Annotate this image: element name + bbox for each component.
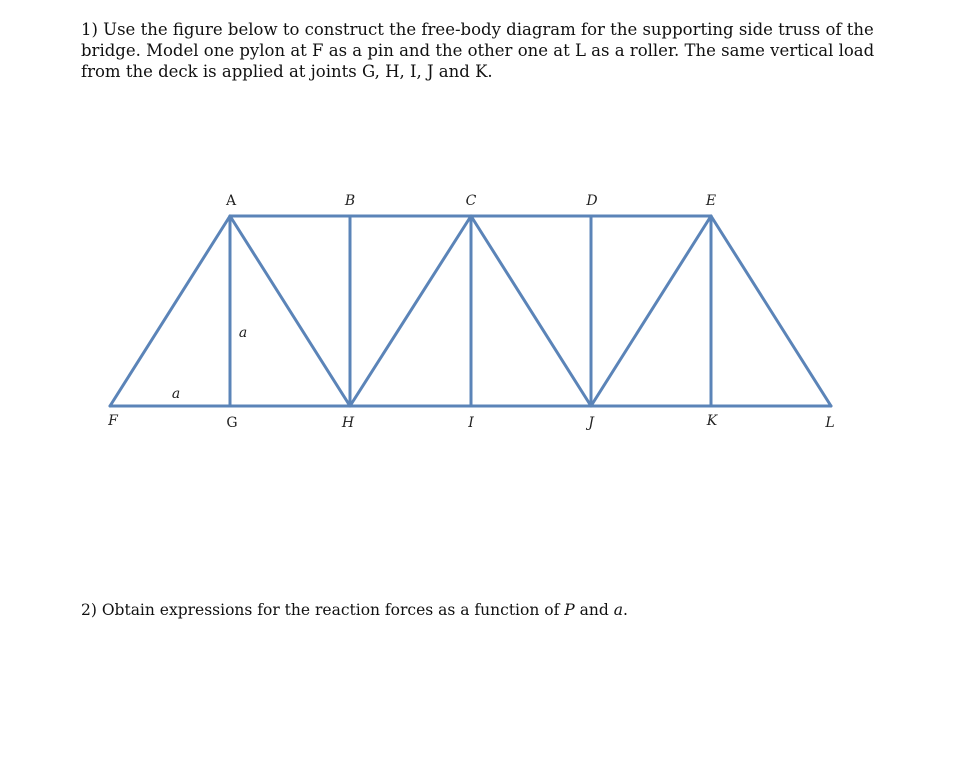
joint-label-L: L	[825, 415, 835, 431]
question-2-var-p: P	[564, 601, 575, 619]
question-2-conj: and	[574, 601, 614, 619]
joint-label-E: E	[705, 193, 717, 209]
joint-label-B: B	[344, 193, 356, 209]
dimension-label-vertical: a	[238, 325, 248, 341]
joint-label-H: H	[341, 415, 355, 431]
member-AH	[230, 216, 350, 406]
joint-label-J: J	[588, 415, 594, 431]
joint-label-A: A	[225, 193, 237, 209]
question-1-text: 1) Use the figure below to construct the free-body diagram for the supporting side truss of the bridge. Model one pylon at F as a pin and the other one at L as a roller. The same vertical load from the deck is applied at joints G, H, I, J and K.	[81, 20, 875, 81]
member-HC	[350, 216, 471, 406]
joint-label-F: F	[108, 413, 118, 429]
question-2-text	[81, 601, 628, 619]
truss-members	[110, 216, 831, 406]
question-2-prefix: 2) Obtain expressions for the reaction forces as a function of	[81, 601, 565, 619]
joint-label-D: D	[586, 193, 598, 209]
member-EL	[711, 216, 831, 406]
member-FA	[110, 216, 230, 406]
member-CJ	[471, 216, 591, 406]
joint-label-K: K	[706, 413, 718, 429]
question-2-var-a: a	[613, 601, 623, 619]
joint-label-C: C	[465, 193, 477, 209]
joint-label-I: I	[468, 415, 474, 431]
member-JE	[591, 216, 711, 406]
question-2-suffix: .	[622, 601, 628, 619]
dimension-label-horizontal: a	[171, 386, 181, 402]
joint-label-G: G	[226, 415, 238, 431]
